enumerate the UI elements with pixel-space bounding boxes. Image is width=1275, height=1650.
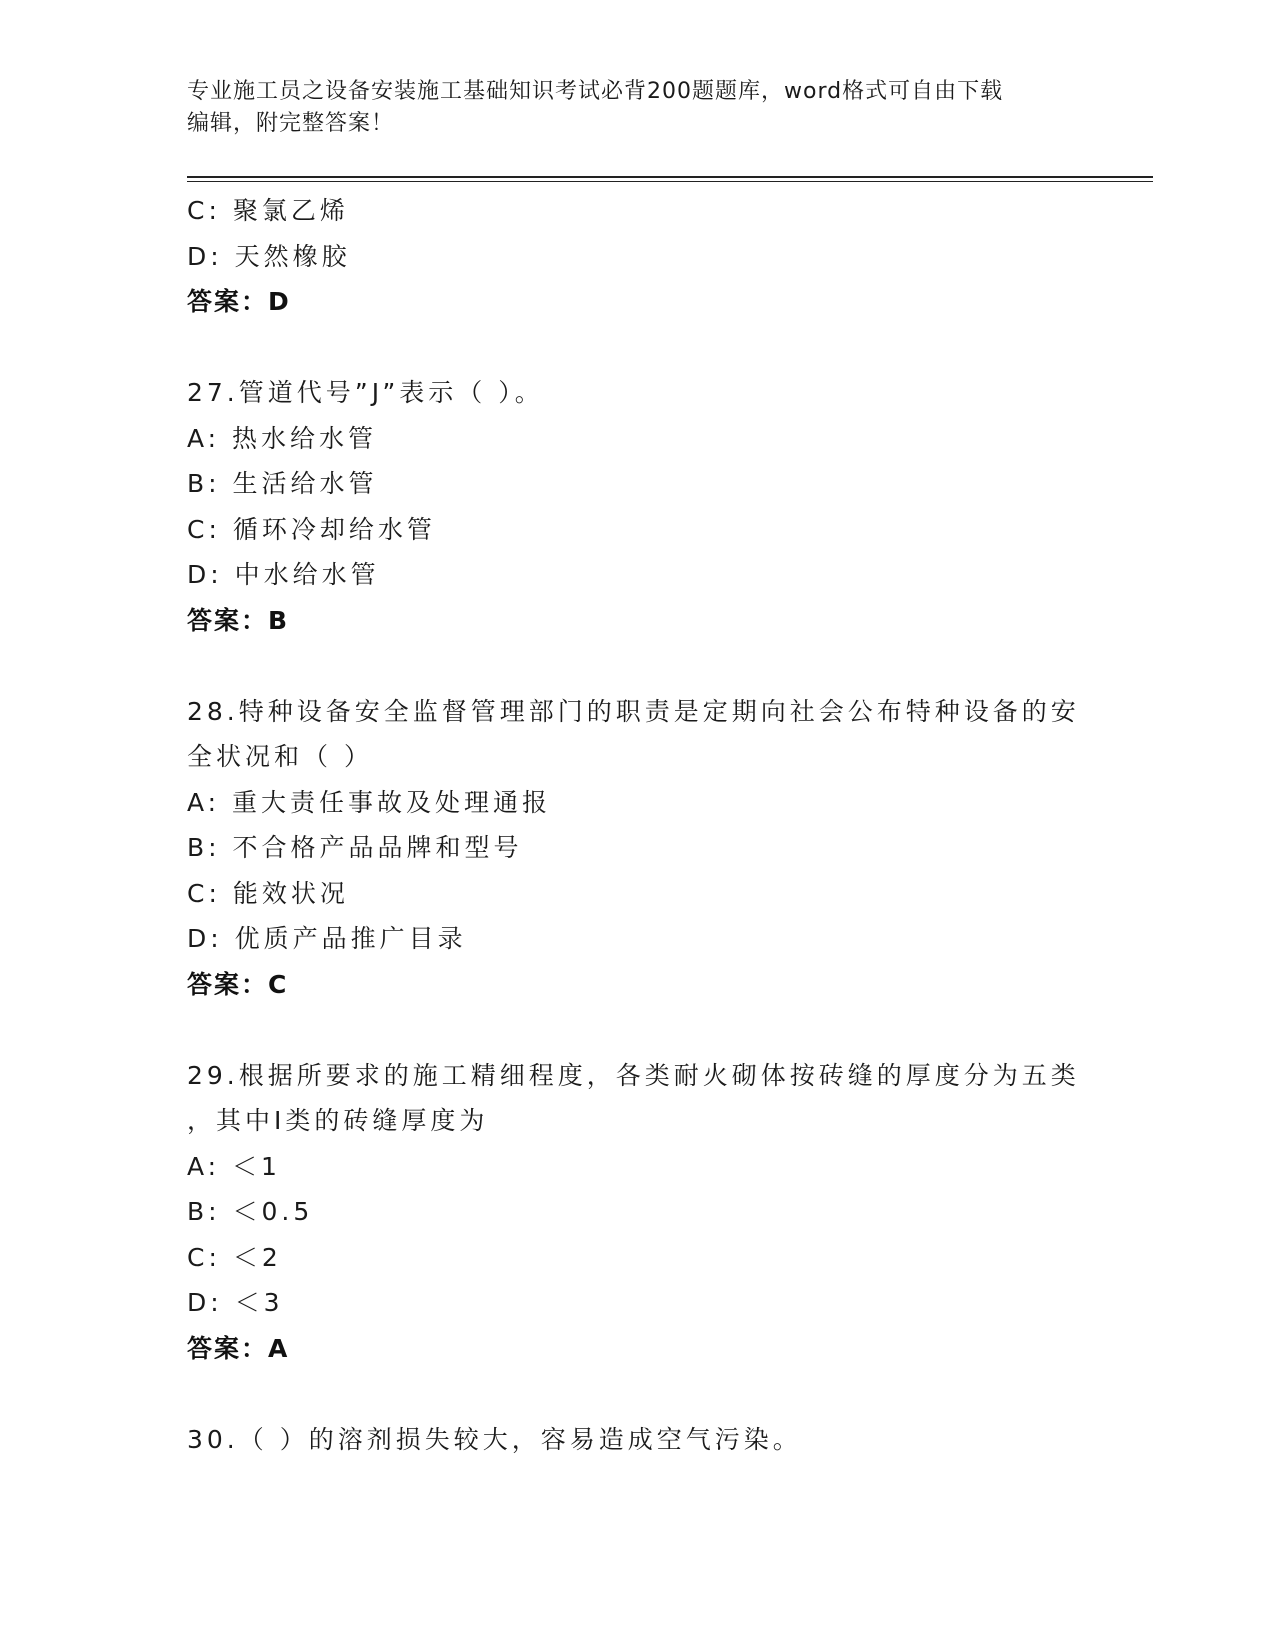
option-text: A: ＜1 [187,1151,281,1181]
header-rule-thick [187,176,1153,178]
spacer [187,643,1087,689]
answer-line: 答案：D [187,287,291,316]
option-text: D: ＜3 [187,1288,284,1317]
answer-line: 答案：A [187,1333,290,1363]
header-line-1: 专业施工员之设备安装施工基础知识考试必背200题题库，word格式可自由下载 [187,79,1004,104]
spacer [187,325,1087,371]
option-text: C: 聚氯乙烯 [187,196,349,225]
question-text: ，其中I类的砖缝厚度为 [187,1106,489,1135]
question-text: 30.（ ）的溶剂损失较大，容易造成空气污染。 [187,1424,802,1454]
option-text: A: 重大责任事故及处理通报 [187,787,552,817]
question-text: 27.管道代号”J”表示（ ）。 [187,378,544,407]
option-text: D: 优质产品推广目录 [187,924,467,953]
document-header [187,76,1067,140]
question-text: 全状况和（ ） [187,742,373,771]
option-text: B: 生活给水管 [187,469,378,498]
spacer [187,1371,1087,1417]
question-text: 29.根据所要求的施工精细程度，各类耐火砌体按砖缝的厚度分为五类 [187,1060,1080,1090]
option-text: C: ＜2 [187,1242,282,1272]
option-text: C: 能效状况 [187,878,349,908]
header-line-2: 编辑，附完整答案！ [187,111,395,136]
option-text: D: 中水给水管 [187,560,380,589]
header-rule-thin [187,181,1153,182]
question-list [187,188,1087,1462]
option-text: C: 循环冷却给水管 [187,514,436,544]
option-text: B: 不合格产品品牌和型号 [187,833,523,862]
question-text: 28.特种设备安全监督管理部门的职责是定期向社会公布特种设备的安 [187,696,1080,726]
answer-line: 答案：B [187,605,290,635]
option-text: B: ＜0.5 [187,1197,314,1226]
spacer [187,1007,1087,1053]
answer-line: 答案：C [187,969,289,999]
option-text: A: 热水给水管 [187,423,378,453]
option-text: D: 天然橡胶 [187,241,351,271]
